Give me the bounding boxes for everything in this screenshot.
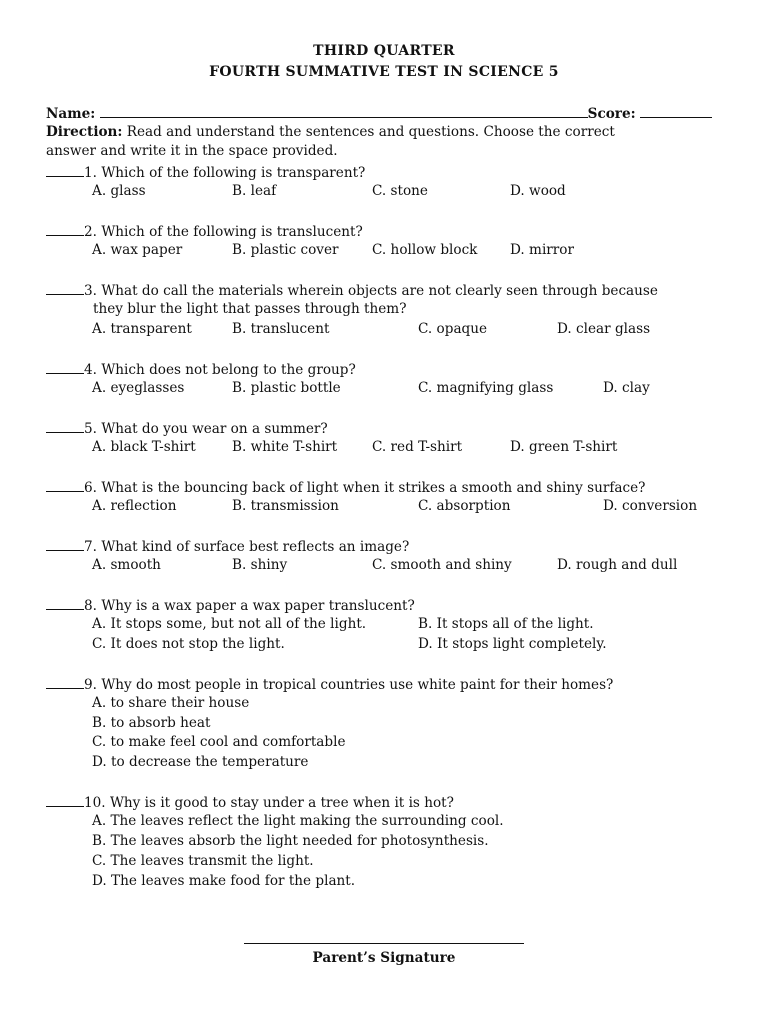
option: C. hollow block — [372, 242, 478, 258]
option: A. to share their house — [92, 695, 250, 711]
option: A. glass — [92, 183, 146, 199]
option: B. The leaves absorb the light needed for photosynthesis. — [92, 833, 489, 849]
option: A. reflection — [92, 498, 177, 514]
option: A. black T-shirt — [92, 439, 196, 455]
option: C. The leaves transmit the light. — [92, 853, 314, 869]
answer-blank[interactable] — [46, 221, 84, 236]
option: A. It stops some, but not all of the light. — [92, 616, 367, 632]
option: C. opaque — [418, 321, 488, 337]
direction-line-1 — [46, 123, 615, 141]
direction-text-1: Read and understand the sentences and questions. Choose the correct — [122, 124, 615, 140]
question-number: 4. — [84, 362, 97, 378]
option: A. wax paper — [92, 242, 183, 258]
question-number: 6. — [84, 480, 97, 496]
question-10 — [46, 792, 454, 812]
direction-line-2: answer and write it in the space provided. — [46, 143, 338, 159]
option: B. It stops all of the light. — [418, 616, 594, 632]
question-number: 1. — [84, 165, 97, 181]
option: C. absorption — [418, 498, 511, 514]
signature-line[interactable] — [244, 943, 524, 944]
option: D. green T-shirt — [510, 439, 618, 455]
option: B. plastic cover — [232, 242, 339, 258]
option: B. translucent — [232, 321, 330, 337]
question-number: 9. — [84, 677, 97, 693]
question-2 — [46, 221, 363, 241]
option: D. to decrease the temperature — [92, 754, 309, 770]
option: A. smooth — [92, 557, 161, 573]
question-9 — [46, 674, 613, 694]
question-text: Why is it good to stay under a tree when it is hot? — [109, 795, 454, 811]
question-text: Which of the following is translucent? — [101, 224, 363, 240]
question-text: What do you wear on a summer? — [101, 421, 328, 437]
name-label: Name: — [46, 106, 96, 122]
question-text: What kind of surface best reflects an image? — [101, 539, 410, 555]
question-8 — [46, 595, 415, 615]
option: B. shiny — [232, 557, 288, 573]
option: B. white T-shirt — [232, 439, 338, 455]
name-blank[interactable] — [100, 103, 588, 118]
name-score-row — [46, 103, 712, 123]
option: C. to make feel cool and comfortable — [92, 734, 346, 750]
option: C. red T-shirt — [372, 439, 463, 455]
question-text: Why do most people in tropical countries use white paint for their homes? — [101, 677, 614, 693]
score-label: Score: — [587, 106, 636, 122]
option: B. leaf — [232, 183, 277, 199]
answer-blank[interactable] — [46, 674, 84, 689]
question-text: What do call the materials wherein objects are not clearly seen through because — [101, 283, 658, 299]
question-4 — [46, 359, 356, 379]
answer-blank[interactable] — [46, 359, 84, 374]
option: D. clay — [603, 380, 650, 396]
option: D. rough and dull — [557, 557, 678, 573]
option: C. It does not stop the light. — [92, 636, 285, 652]
answer-blank[interactable] — [46, 162, 84, 177]
question-number: 8. — [84, 598, 97, 614]
option: C. stone — [372, 183, 428, 199]
answer-blank[interactable] — [46, 477, 84, 492]
question-text: Which of the following is transparent? — [101, 165, 366, 181]
answer-blank[interactable] — [46, 418, 84, 433]
question-7 — [46, 536, 409, 556]
question-number: 7. — [84, 539, 97, 555]
option: B. transmission — [232, 498, 339, 514]
answer-blank[interactable] — [46, 280, 84, 295]
question-number: 3. — [84, 283, 97, 299]
option: D. conversion — [603, 498, 698, 514]
direction-label: Direction: — [46, 124, 123, 140]
question-text: What is the bouncing back of light when it strikes a smooth and shiny surface? — [101, 480, 646, 496]
question-5 — [46, 418, 328, 438]
option: A. transparent — [92, 321, 192, 337]
option: A. eyeglasses — [92, 380, 185, 396]
question-text-continued: they blur the light that passes through them? — [93, 301, 407, 317]
option: A. The leaves reflect the light making the surrounding cool. — [92, 813, 504, 829]
option: C. smooth and shiny — [372, 557, 512, 573]
option: D. It stops light completely. — [418, 636, 607, 652]
question-number: 2. — [84, 224, 97, 240]
question-1 — [46, 162, 365, 182]
answer-blank[interactable] — [46, 595, 84, 610]
question-text: Why is a wax paper a wax paper translucent? — [101, 598, 415, 614]
answer-blank[interactable] — [46, 536, 84, 551]
option: D. clear glass — [557, 321, 651, 337]
test-title: FOURTH SUMMATIVE TEST IN SCIENCE 5 — [209, 64, 559, 80]
question-6 — [46, 477, 645, 497]
question-text: Which does not belong to the group? — [101, 362, 356, 378]
option: B. plastic bottle — [232, 380, 341, 396]
option: B. to absorb heat — [92, 715, 211, 731]
test-quarter-title: THIRD QUARTER — [313, 43, 455, 59]
option: C. magnifying glass — [418, 380, 554, 396]
question-number: 10. — [84, 795, 106, 811]
option: D. wood — [510, 183, 566, 199]
signature-label: Parent’s Signature — [312, 950, 456, 966]
option: D. The leaves make food for the plant. — [92, 873, 356, 889]
question-number: 5. — [84, 421, 97, 437]
question-3 — [46, 280, 658, 300]
option: D. mirror — [510, 242, 574, 258]
score-blank[interactable] — [640, 103, 712, 118]
answer-blank[interactable] — [46, 792, 84, 807]
